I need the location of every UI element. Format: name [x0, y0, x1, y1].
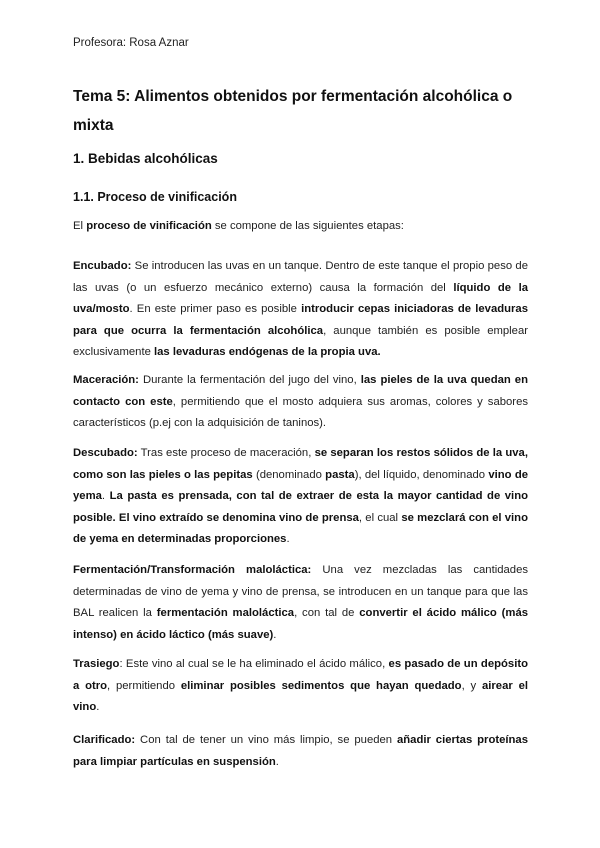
step-label: Maceración:	[73, 374, 139, 386]
page-title: Tema 5: Alimentos obtenidos por fermentación alcohólica o mixta	[73, 88, 513, 134]
step-bold: introducir cepas iniciadoras de levaduras para que ocurra la fermentación alcohólica	[73, 303, 528, 337]
step-bold: es pasado de un depósito a otro	[73, 658, 529, 692]
step-text: , aunque también es posible emplear exclusivamente	[73, 324, 529, 358]
step-text: (denominado	[252, 468, 326, 481]
intro-text: El	[73, 220, 87, 232]
maceracion-paragraph	[73, 370, 528, 435]
step-text: Tras este proceso de maceración,	[137, 447, 315, 459]
intro-bold: proceso de vinificación	[86, 220, 212, 232]
intro-text: se compone de las siguientes etapas:	[211, 220, 404, 232]
step-text: , y	[461, 679, 482, 692]
step-bold: pasta	[325, 468, 355, 481]
step-text: Con tal de tener un vino más limpio, se pueden	[135, 734, 397, 746]
step-bold: las pieles de la uva quedan en contacto con este	[73, 374, 528, 408]
step-bold: convertir el ácido málico (más intenso) en ácido láctico (más suave)	[73, 607, 529, 641]
subsection-heading: 1.1. Proceso de vinificación	[73, 190, 237, 204]
step-text: . En este primer paso es posible	[129, 303, 302, 315]
trasiego-paragraph	[73, 654, 528, 719]
descubado-paragraph	[73, 443, 528, 551]
step-label: Clarificado:	[73, 734, 136, 746]
step-text: .	[96, 701, 100, 713]
clarificado-paragraph	[73, 730, 528, 773]
step-text: , permitiendo que el mosto adquiera sus aromas, colores y sabores característicos (p.ej con la adquisición de taninos).	[73, 395, 528, 429]
step-label: Trasiego	[73, 658, 120, 670]
step-text: , permitiendo	[107, 679, 181, 692]
step-text: , con tal de	[294, 607, 360, 619]
step-label: Encubado:	[73, 260, 132, 272]
step-bold: se separan los restos sólidos de la uva, como son las pieles o las pepitas	[73, 447, 528, 481]
step-bold: vino de yema	[73, 468, 528, 502]
step-bold: eliminar posibles sedimentos que hayan quedado	[180, 679, 462, 692]
step-text: .	[286, 533, 290, 545]
intro-paragraph	[73, 216, 528, 238]
step-label: Fermentación/Transformación maloláctica:	[73, 564, 312, 576]
step-label: Descubado:	[73, 447, 138, 459]
step-bold: las levaduras endógenas de la propia uva.	[154, 346, 381, 358]
encubado-paragraph	[73, 256, 528, 364]
step-text: Se introducen las uvas en un tanque. Dentro de este tanque el propio peso de las uvas (o un esfuerzo mecánico externo) causa la formación del	[73, 260, 528, 294]
step-text: Durante la fermentación del jugo del vino,	[138, 374, 361, 386]
step-bold: La pasta es prensada, con tal de extraer de esta la mayor cantidad de vino posible. El vino extraído se denomina vino de prensa	[73, 490, 528, 524]
step-bold: airear el vino	[73, 679, 528, 713]
step-bold: líquido de la uva/mosto	[73, 281, 529, 315]
step-text: , el cual	[358, 511, 402, 524]
step-text: .	[275, 755, 279, 768]
step-text: ), del líquido, denominado	[354, 468, 489, 481]
step-bold: fermentación maloláctica	[156, 607, 295, 619]
page-header: Profesora: Rosa Aznar	[73, 37, 189, 49]
step-bold: se mezclará con el vino de yema en determinadas proporciones	[73, 511, 528, 545]
step-text: .	[101, 490, 110, 502]
step-bold: añadir ciertas proteínas para limpiar partículas en suspensión	[73, 734, 528, 768]
section-heading: 1. Bebidas alcohólicas	[73, 151, 218, 166]
fermentacion-paragraph	[73, 560, 528, 646]
step-text: Una vez mezcladas las cantidades determinadas de vino de yema y vino de prensa, se introducen en un tanque para que las BAL realicen la	[73, 564, 529, 619]
step-text: : Este vino al cual se le ha eliminado el ácido málico,	[119, 658, 389, 670]
step-text: .	[273, 628, 277, 641]
